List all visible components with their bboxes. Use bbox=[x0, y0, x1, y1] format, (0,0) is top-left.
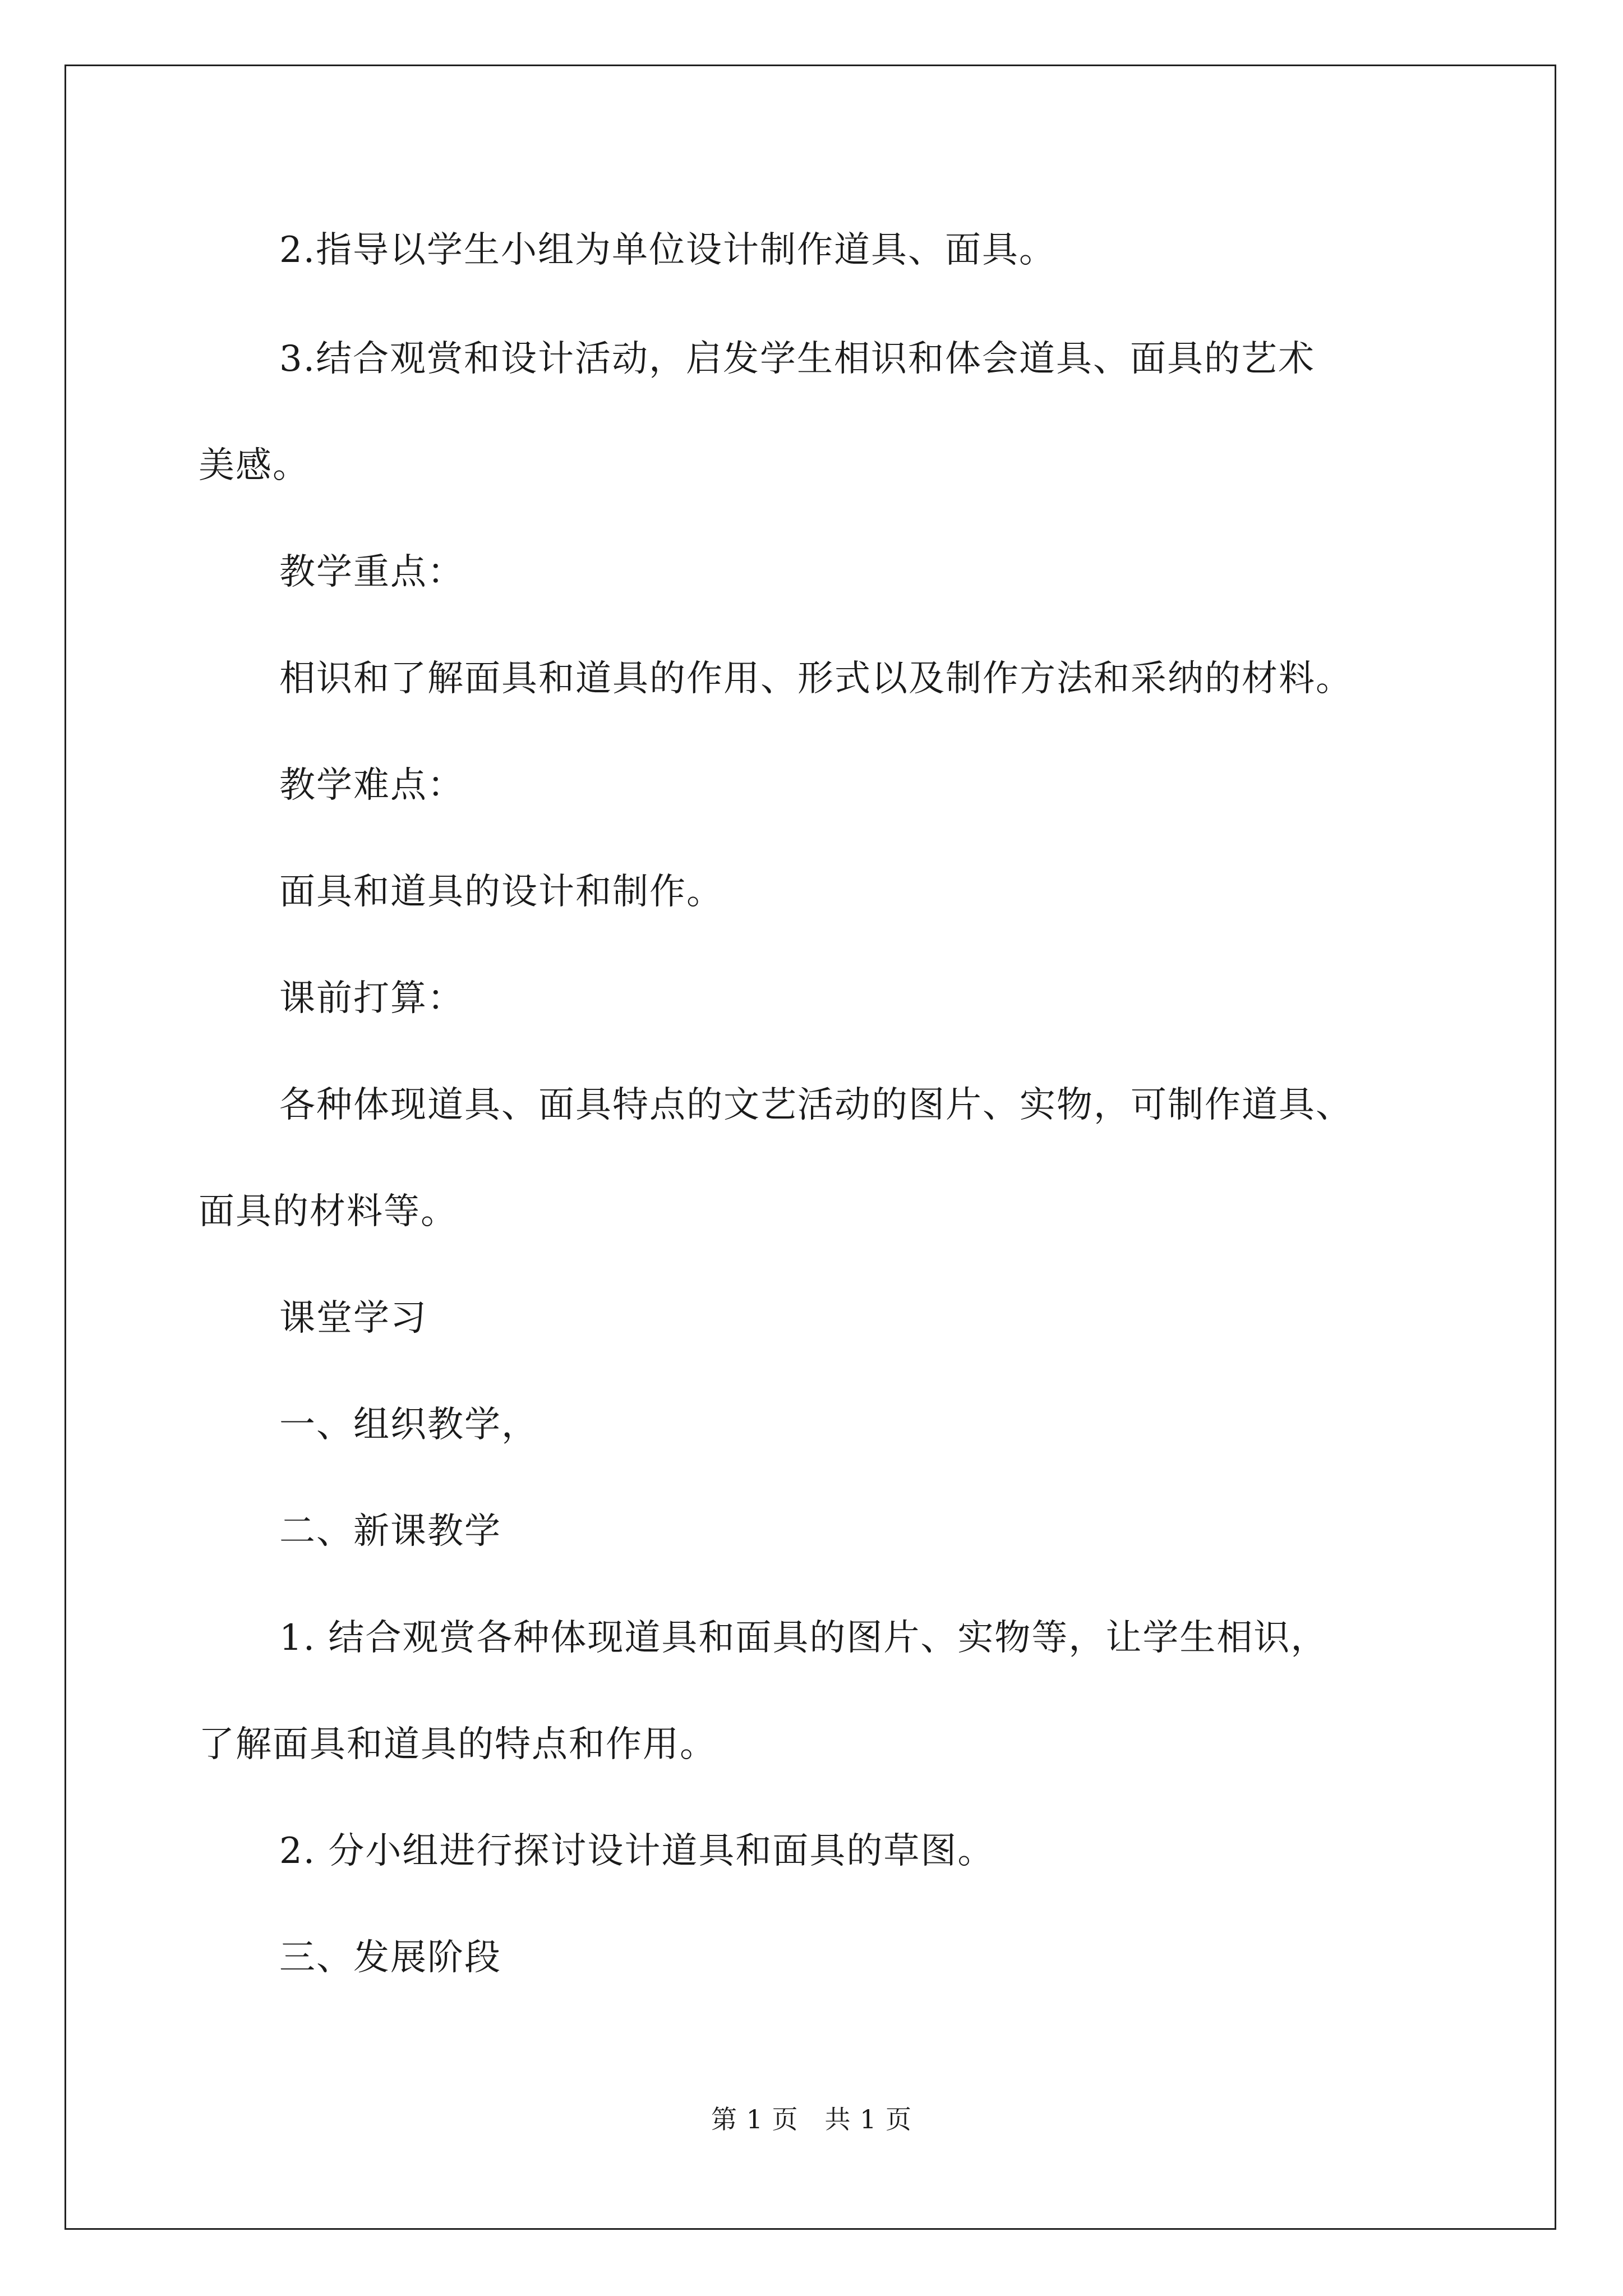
heading-preparation: 课前打算： bbox=[279, 978, 464, 1019]
paragraph-step-1-cont: 了解面具和道具的特点和作用。 bbox=[199, 1724, 717, 1765]
paragraph-difficult-points: 面具和道具的设计和制作。 bbox=[279, 871, 723, 913]
paragraph-line-objective-2: 2.指导以学生小组为单位设计制作道具、面具。 bbox=[279, 229, 1057, 271]
paragraph-preparation-cont: 面具的材料等。 bbox=[199, 1191, 458, 1232]
paragraph-line-objective-3-cont: 美感。 bbox=[199, 445, 310, 486]
paragraph-line-objective-3: 3.结合观赏和设计活动，启发学生相识和体会道具、面具的艺术 bbox=[279, 338, 1316, 380]
paragraph-key-points: 相识和了解面具和道具的作用、形式以及制作方法和采纳的材料。 bbox=[279, 658, 1353, 700]
page-border bbox=[64, 65, 1556, 2230]
paragraph-step-2: 2. 分小组进行探讨设计道具和面具的草图。 bbox=[279, 1830, 995, 1872]
paragraph-preparation: 各种体现道具、面具特点的文艺活动的图片、实物，可制作道具、 bbox=[279, 1084, 1353, 1126]
section-new-lesson: 二、新课教学 bbox=[279, 1511, 501, 1552]
heading-key-points: 教学重点： bbox=[279, 551, 464, 593]
heading-difficult-points: 教学难点： bbox=[279, 765, 464, 806]
section-development-stage: 三、发展阶段 bbox=[279, 1937, 501, 1978]
page-footer: 第 1 页 共 1 页 bbox=[711, 2104, 912, 2134]
heading-classroom-learning: 课堂学习 bbox=[279, 1297, 427, 1339]
paragraph-step-1: 1. 结合观赏各种体现道具和面具的图片、实物等，让学生相识， bbox=[279, 1617, 1328, 1659]
section-organize-teaching: 一、组织教学， bbox=[279, 1404, 538, 1446]
